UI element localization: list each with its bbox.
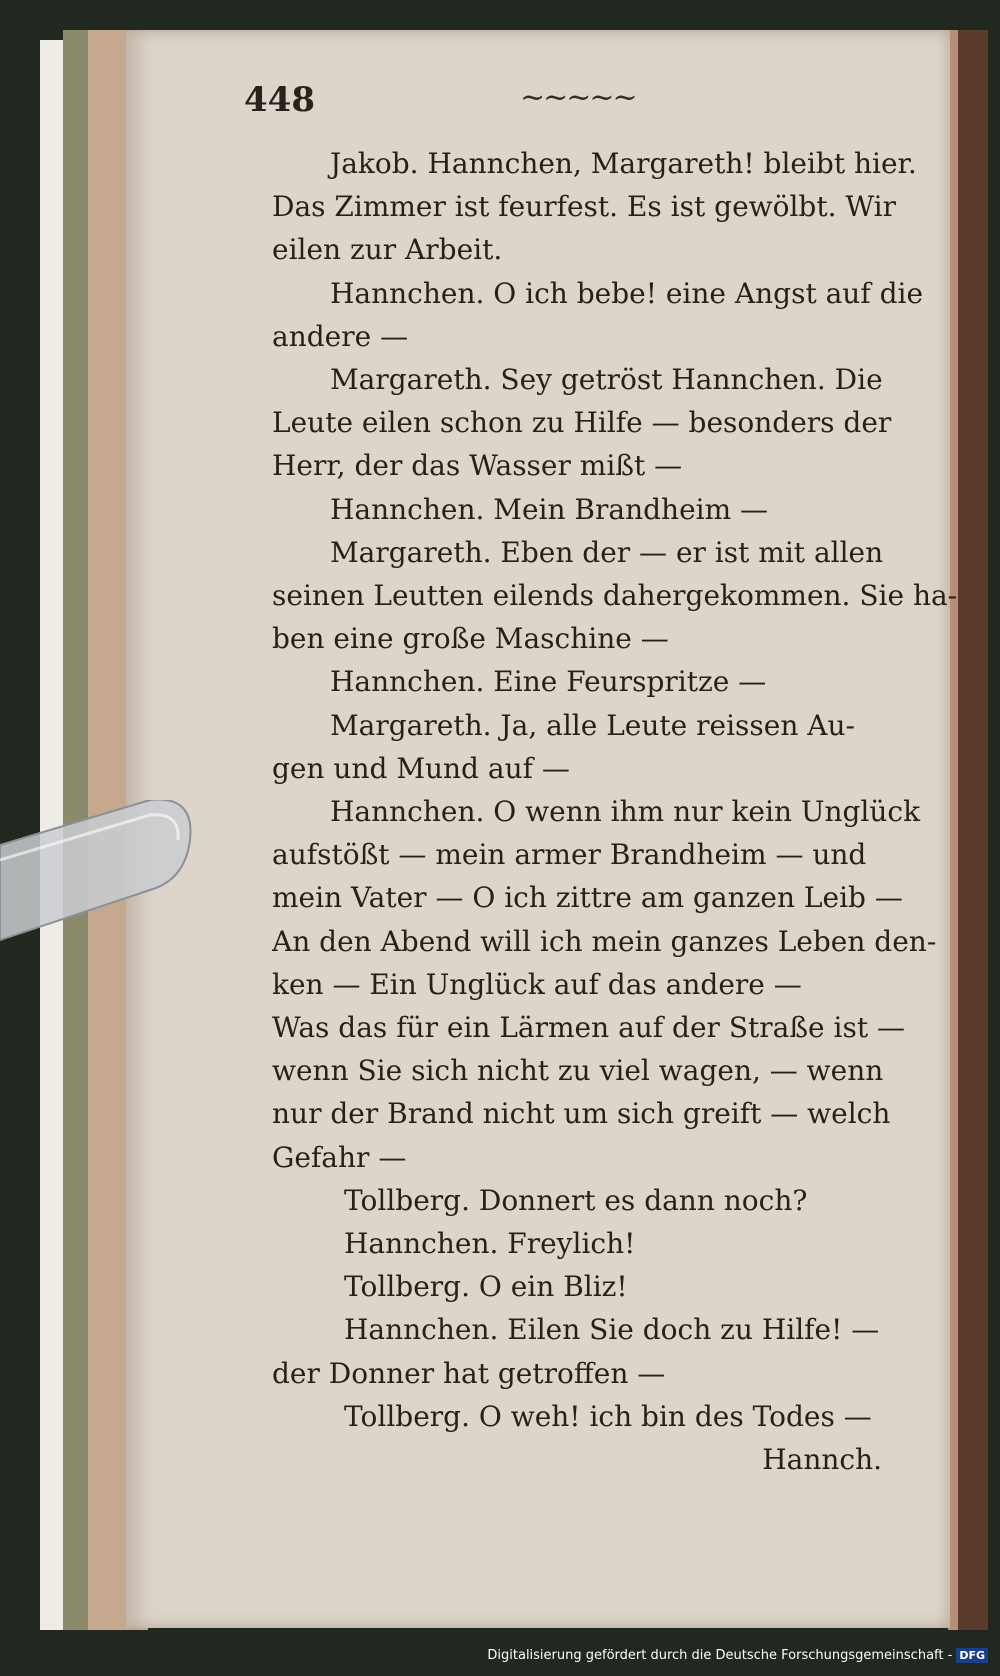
page-header [150,80,850,130]
text-line: Leute eilen schon zu Hilfe — besonders der [272,406,892,440]
text-line: Hannchen. Mein Brandheim — [330,492,769,526]
text-line: Jakob. Hannchen, Margareth! bleibt hier. [330,147,917,180]
text-line: Margareth. Sey getröst Hannchen. Die [330,363,883,397]
text-line: Tollberg. Donnert es dann noch? [344,1183,808,1217]
footer-text: Digitalisierung gefördert durch die Deutsche Forschungsgemeinschaft - [487,1648,953,1663]
text-line: Das Zimmer ist feurfest. Es ist gewölbt. Wir [272,190,897,224]
text-line: Hannch. [762,1443,882,1477]
text-line: Herr, der das Wasser mißt — [272,449,683,483]
header-ornament: ~~~~~ [520,80,636,115]
page-text [272,142,962,1481]
text-line: eilen zur Arbeit. [272,233,503,267]
text-line: Gefahr — [272,1140,407,1174]
text-line: Tollberg. O ein Bliz! [344,1270,628,1304]
text-line: gen und Mund auf — [272,751,570,785]
text-line: Hannchen. O ich bebe! eine Angst auf die [330,276,924,310]
text-line: Hannchen. O wenn ihm nur kein Unglück [330,795,921,829]
text-line: Hannchen. Eine Feurspritze — [330,665,767,699]
text-line: mein Vater — O ich zittre am ganzen Leib — [272,881,903,915]
book-cover-edge [958,30,988,1630]
text-line: nur der Brand nicht um sich greift — welch [272,1097,891,1131]
text-line: andere — [272,319,409,353]
page-number: 448 [244,80,315,120]
text-line: Was das für ein Lärmen auf der Straße ist — [272,1011,905,1045]
text-line: wenn Sie sich nicht zu viel wagen, — wenn [272,1054,884,1088]
text-line: Hannchen. Eilen Sie doch zu Hilfe! — [344,1313,880,1347]
text-line: Margareth. Ja, alle Leute reissen Au- [330,708,855,742]
dfg-logo: DFG [956,1648,988,1663]
text-line: An den Abend will ich mein ganzes Leben den- [272,924,937,958]
text-line: ben eine große Maschine — [272,622,669,656]
text-line: Tollberg. O weh! ich bin des Todes — [344,1399,872,1433]
text-line: der Donner hat getroffen — [272,1356,666,1390]
book-clamp [0,800,200,950]
text-line: seinen Leutten eilends dahergekommen. Sie ha- [272,579,958,613]
footer-credit [0,1648,988,1663]
text-line: Margareth. Eben der — er ist mit allen [330,535,884,569]
text-line: Hannchen. Freylich! [344,1227,636,1261]
text-line: aufstößt — mein armer Brandheim — und [272,838,867,872]
text-line: ken — Ein Unglück auf das andere — [272,967,802,1001]
